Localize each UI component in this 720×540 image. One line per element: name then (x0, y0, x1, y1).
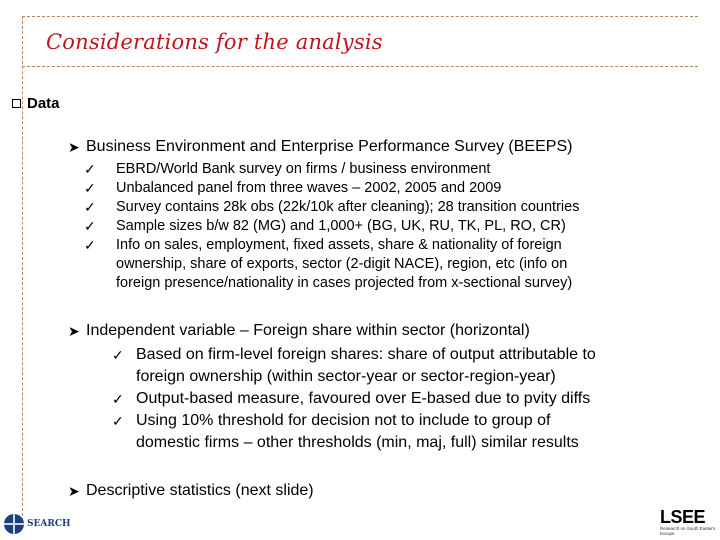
search-logo (4, 514, 71, 534)
list-item (112, 344, 718, 388)
section-text: Independent variable – Foreign share within sector (horizontal) (86, 322, 530, 339)
globe-icon (4, 514, 24, 534)
checkmark-icon: ✓ (112, 347, 124, 363)
list-item-line: ownership, share of exports, sector (2-digit NACE), region, etc (info on (116, 256, 568, 272)
list-item-line: Using 10% threshold for decision not to include to group of (136, 412, 551, 429)
section-heading (68, 480, 718, 502)
checkmark-icon: ✓ (112, 391, 124, 407)
lsee-logo-subtitle: Research on South Eastern Europe (660, 526, 716, 536)
section-text: Descriptive statistics (next slide) (86, 482, 314, 499)
checkmark-icon: ✓ (84, 218, 96, 234)
checkmark-icon: ✓ (84, 161, 96, 177)
checkmark-icon: ✓ (112, 413, 124, 429)
arrow-bullet-icon: ➤ (68, 139, 80, 155)
section-independent-variable (68, 320, 718, 454)
section-heading (68, 136, 718, 158)
list-item-line: domestic firms – other thresholds (min, maj, full) similar results (136, 434, 579, 451)
data-heading (12, 95, 60, 112)
section-beeps (68, 136, 718, 293)
list-item-line: Info on sales, employment, fixed assets, share & nationality of foreign (116, 237, 562, 253)
list-item (112, 388, 718, 410)
list-item-line: Survey contains 28k obs (22k/10k after cleaning); 28 transition countries (116, 199, 580, 215)
list-item-line: foreign presence/nationality in cases projected from x-sectional survey) (116, 275, 573, 291)
title-divider (22, 66, 698, 67)
list-item (84, 179, 718, 198)
independent-variable-list (112, 344, 718, 454)
lsee-logo (660, 508, 720, 536)
list-item-line: foreign ownership (within sector-year or sector-region-year) (136, 368, 556, 385)
list-item (112, 410, 718, 454)
section-heading (68, 320, 718, 342)
list-item-line: Unbalanced panel from three waves – 2002, 2005 and 2009 (116, 180, 502, 196)
arrow-bullet-icon: ➤ (68, 483, 80, 499)
section-text: Business Environment and Enterprise Performance Survey (BEEPS) (86, 138, 573, 155)
list-item-line: Sample sizes b/w 82 (MG) and 1,000+ (BG, UK, RU, TK, PL, RO, CR) (116, 218, 566, 234)
arrow-bullet-icon: ➤ (68, 323, 80, 339)
checkmark-icon: ✓ (84, 237, 96, 253)
list-item-line: EBRD/World Bank survey on firms / business environment (116, 161, 491, 177)
slide-title: Considerations for the analysis (46, 30, 383, 54)
list-item (84, 160, 718, 179)
checkmark-icon: ✓ (84, 180, 96, 196)
section-descriptive-statistics (68, 480, 718, 502)
list-item-line: Based on firm-level foreign shares: share of output attributable to (136, 346, 596, 363)
search-logo-text: SEARCH (27, 519, 71, 529)
lsee-logo-text: LSEE (660, 507, 706, 527)
data-heading-label: Data (27, 95, 60, 112)
list-item (84, 236, 718, 293)
square-bullet-icon (12, 99, 21, 108)
list-item-line: Output-based measure, favoured over E-based due to pvity diffs (136, 390, 591, 407)
list-item (84, 217, 718, 236)
checkmark-icon: ✓ (84, 199, 96, 215)
list-item (84, 198, 718, 217)
beeps-list (84, 160, 718, 293)
